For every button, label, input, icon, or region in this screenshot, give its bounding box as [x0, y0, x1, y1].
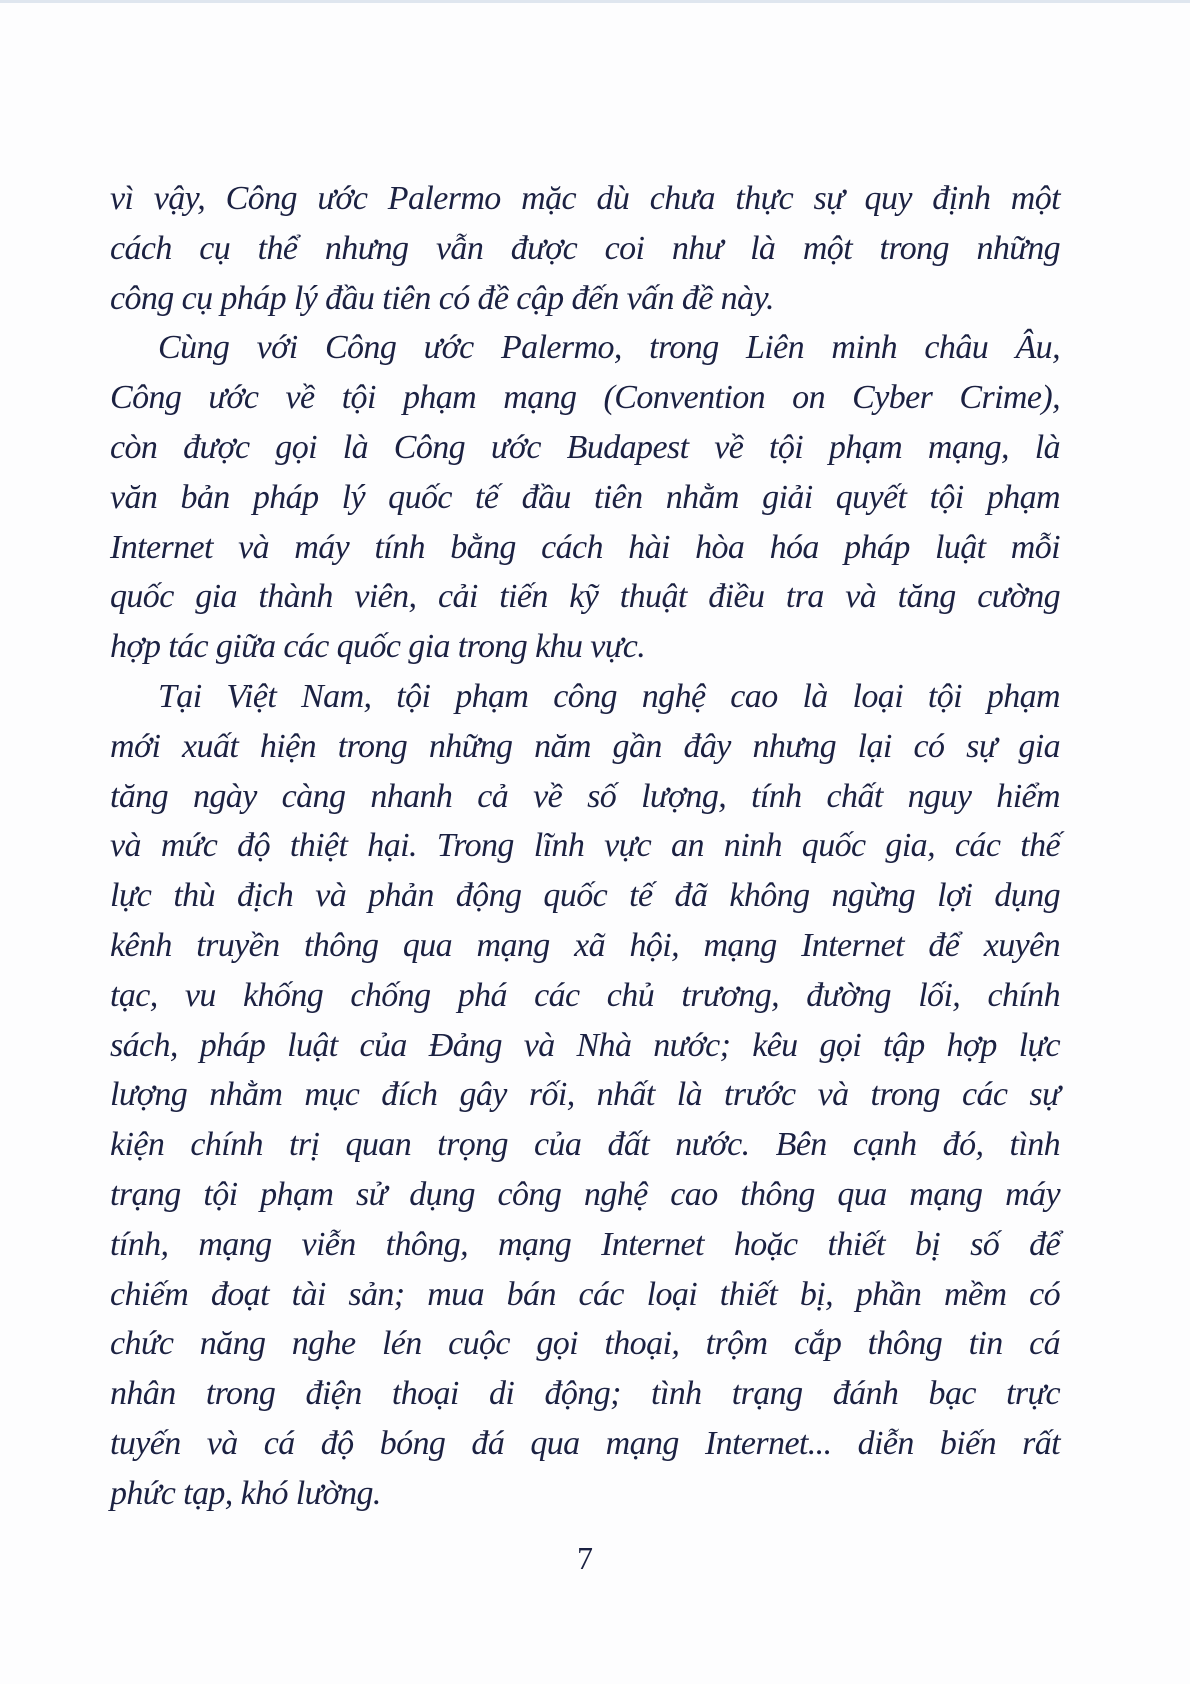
- text-line: Internet và máy tính bằng cách hài hòa hóa pháp luật mỗi: [110, 528, 1060, 566]
- page-number: 7: [577, 1540, 593, 1576]
- text-line: phức tạp, khó lường.: [110, 1474, 381, 1512]
- text-line: tính, mạng viễn thông, mạng Internet hoặc thiết bị số để: [110, 1225, 1060, 1263]
- text-line: vì vậy, Công ước Palermo mặc dù chưa thực sự quy định một: [110, 180, 1060, 217]
- text-line: tuyến và cá độ bóng đá qua mạng Internet... diễn biến rất: [110, 1424, 1060, 1462]
- text-line: sách, pháp luật của Đảng và Nhà nước; kêu gọi tập hợp lực: [110, 1026, 1060, 1064]
- text-line: Tại Việt Nam, tội phạm công nghệ cao là loại tội phạm: [158, 677, 1060, 715]
- text-line: chiếm đoạt tài sản; mua bán các loại thiết bị, phần mềm có: [110, 1275, 1060, 1313]
- text-line: cách cụ thể nhưng vẫn được coi như là một trong những: [110, 229, 1060, 267]
- text-line: quốc gia thành viên, cải tiến kỹ thuật điều tra và tăng cường: [110, 578, 1060, 616]
- paragraph-1: [110, 174, 1060, 323]
- text-line: chức năng nghe lén cuộc gọi thoại, trộm cắp thông tin cá: [110, 1325, 1060, 1363]
- text-line: lực thù địch và phản động quốc tế đã không ngừng lợi dụng: [110, 877, 1060, 915]
- text-line: tạc, vu khống chống phá các chủ trương, đường lối, chính: [110, 976, 1060, 1014]
- text-line: kênh truyền thông qua mạng xã hội, mạng Internet để xuyên: [110, 926, 1060, 964]
- text-line: văn bản pháp lý quốc tế đầu tiên nhằm giải quyết tội phạm: [110, 478, 1060, 516]
- text-line: lượng nhằm mục đích gây rối, nhất là trước và trong các sự: [110, 1076, 1060, 1114]
- text-line: công cụ pháp lý đầu tiên có đề cập đến vấn đề này.: [110, 279, 774, 317]
- text-line: còn được gọi là Công ước Budapest về tội phạm mạng, là: [110, 428, 1060, 466]
- text-line: Cùng với Công ước Palermo, trong Liên minh châu Âu,: [158, 329, 1060, 367]
- text-line: mới xuất hiện trong những năm gần đây nhưng lại có sự gia: [110, 727, 1060, 765]
- text-line: tăng ngày càng nhanh cả về số lượng, tính chất nguy hiểm: [110, 777, 1060, 815]
- page-body-text: [110, 174, 1060, 1519]
- text-line: Công ước về tội phạm mạng (Convention on Cyber Crime),: [110, 379, 1060, 417]
- text-line: nhân trong điện thoại di động; tình trạng đánh bạc trực: [110, 1375, 1060, 1413]
- text-line: hợp tác giữa các quốc gia trong khu vực.: [110, 628, 646, 666]
- paragraph-3: [110, 672, 1060, 1519]
- text-line: trạng tội phạm sử dụng công nghệ cao thông qua mạng máy: [110, 1175, 1060, 1213]
- text-line: kiện chính trị quan trọng của đất nước. Bên cạnh đó, tình: [110, 1126, 1060, 1164]
- page-top-edge: [0, 0, 1190, 3]
- text-line: và mức độ thiệt hại. Trong lĩnh vực an ninh quốc gia, các thế: [110, 827, 1060, 865]
- paragraph-2: [110, 323, 1060, 672]
